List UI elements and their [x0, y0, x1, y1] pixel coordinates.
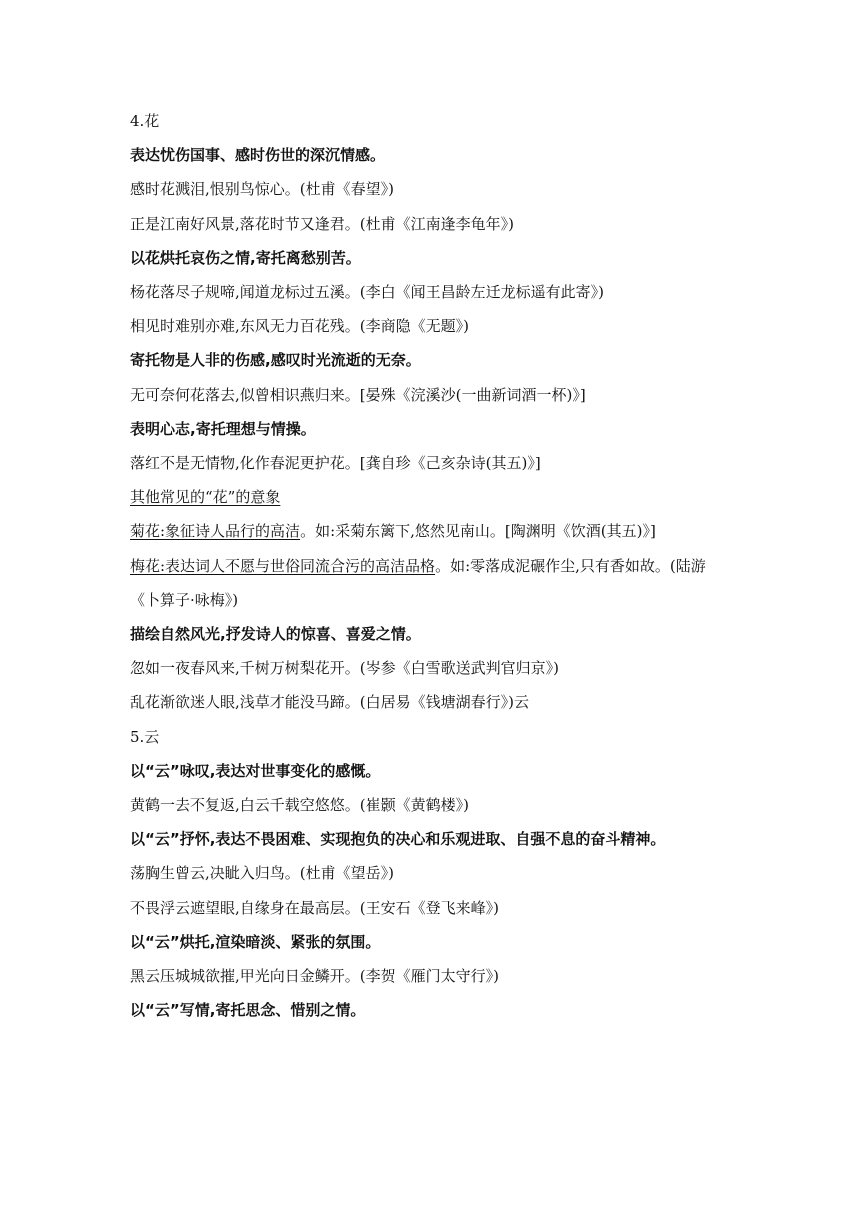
plum-label: 梅花:表达词人不愿与世俗同流合污的高洁品格 — [130, 556, 436, 575]
plum-entry — [130, 549, 735, 617]
section-heading-flower: 4.花 — [130, 112, 160, 130]
plum-example: 。如:零落成泥碾作尘,只有香如故。(陆游《卜算子·咏梅》) — [130, 556, 706, 609]
chrysanthemum-entry — [130, 514, 735, 548]
poem-line: 黑云压城城欲摧,甲光向日金鳞开。(李贺《雁门太守行》) — [130, 967, 499, 986]
document-body — [130, 104, 735, 1027]
poem-line: 杨花落尽子规啼,闻道龙标过五溪。(李白《闻王昌龄左迁龙标遥有此寄》) — [130, 283, 604, 302]
theme-heading: 以“云”抒怀,表达不畏困难、实现抱负的决心和乐观进取、自强不息的奋斗精神。 — [130, 830, 666, 849]
poem-line: 不畏浮云遮望眼,自缘身在最高层。(王安石《登飞来峰》) — [130, 898, 499, 917]
poem-line: 正是江南好风景,落花时节又逢君。(杜甫《江南逢李龟年》) — [130, 214, 514, 233]
poem-line: 感时花溅泪,恨别鸟惊心。(杜甫《春望》) — [130, 180, 394, 199]
poem-line: 无可奈何花落去,似曾相识燕归来。[晏殊《浣溪沙(一曲新词酒一杯)》] — [130, 385, 586, 404]
theme-heading: 表明心志,寄托理想与情操。 — [130, 419, 316, 438]
theme-heading: 表达忧伤国事、感时伤世的深沉情感。 — [130, 146, 386, 165]
poem-line: 落红不是无情物,化作春泥更护花。[龚自珍《己亥杂诗(其五)》] — [130, 454, 541, 473]
chrysanthemum-label: 菊花:象征诗人品行的高洁 — [130, 522, 301, 541]
theme-heading: 以“云”咏叹,表达对世事变化的感慨。 — [130, 761, 381, 780]
poem-line: 荡胸生曾云,决眦入归鸟。(杜甫《望岳》) — [130, 864, 394, 883]
theme-heading: 描绘自然风光,抒发诗人的惊喜、喜爱之情。 — [130, 625, 421, 644]
other-imagery-heading — [130, 480, 735, 514]
section-heading-cloud: 5.云 — [130, 727, 160, 746]
theme-heading: 以“云”烘托,渲染暗淡、紧张的氛围。 — [130, 932, 381, 951]
theme-heading: 寄托物是人非的伤感,感叹时光流逝的无奈。 — [130, 351, 421, 370]
poem-line: 乱花渐欲迷人眼,浅草才能没马蹄。(白居易《钱塘湖春行》)云 — [130, 693, 529, 712]
chrysanthemum-example: 。如:采菊东篱下,悠然见南山。[陶渊明《饮酒(其五)》] — [300, 522, 656, 541]
poem-line: 相见时难别亦难,东风无力百花残。(李商隐《无题》) — [130, 317, 469, 336]
poem-line: 忽如一夜春风来,千树万树梨花开。(岑参《白雪歌送武判官归京》) — [130, 659, 559, 678]
poem-line: 黄鹤一去不复返,白云千载空悠悠。(崔颢《黄鹤楼》) — [130, 796, 469, 815]
theme-heading: 以花烘托哀伤之情,寄托离愁别苦。 — [130, 248, 361, 267]
other-imagery-heading-text: 其他常见的“花”的意象 — [130, 488, 281, 507]
theme-heading: 以“云”写情,寄托思念、惜别之情。 — [130, 1001, 366, 1020]
